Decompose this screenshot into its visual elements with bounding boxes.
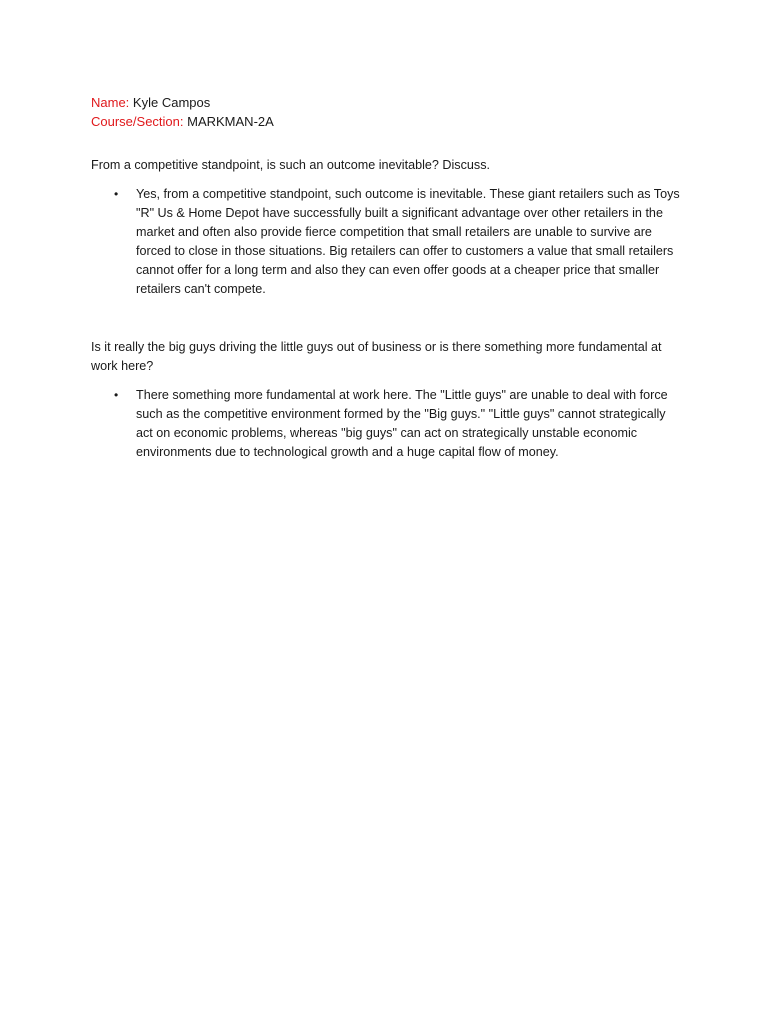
course-label: Course/Section: bbox=[91, 114, 184, 129]
name-line bbox=[91, 93, 274, 112]
course-line bbox=[91, 112, 274, 131]
course-value: MARKMAN-2A bbox=[187, 114, 274, 129]
answer-1 bbox=[114, 185, 680, 299]
student-header bbox=[91, 93, 274, 131]
bullet-icon: • bbox=[114, 187, 119, 201]
name-label: Name: bbox=[91, 95, 130, 110]
name-value: Kyle Campos bbox=[132, 95, 211, 110]
answer-1-text: Yes, from a competitive standpoint, such outcome is inevitable. These giant retailers such as Toys "R" Us & Home Depot have successfully built a significant advantage over other retailers in the market and often also provide fierce competition that small retailers are unable to survive are forced to close in those situations. Big retailers can offer to customers a value that small retailers cannot offer for a long term and also they can even offer goods at a cheaper price that smaller retailers can't compete. bbox=[136, 187, 680, 296]
question-1: From a competitive standpoint, is such an outcome inevitable? Discuss. bbox=[91, 158, 490, 172]
answer-2 bbox=[114, 386, 680, 462]
bullet-icon: • bbox=[114, 388, 119, 402]
answer-2-text: There something more fundamental at work here. The "Little guys" are unable to deal with force such as the competitive environment formed by the "Big guys." "Little guys" cannot strategically act on economic problems, whereas "big guys" can act on strategically unstable economic environments due to technological growth and a huge capital flow of money. bbox=[136, 388, 668, 459]
question-2: Is it really the big guys driving the little guys out of business or is there something more fundamental at work here? bbox=[91, 340, 662, 373]
